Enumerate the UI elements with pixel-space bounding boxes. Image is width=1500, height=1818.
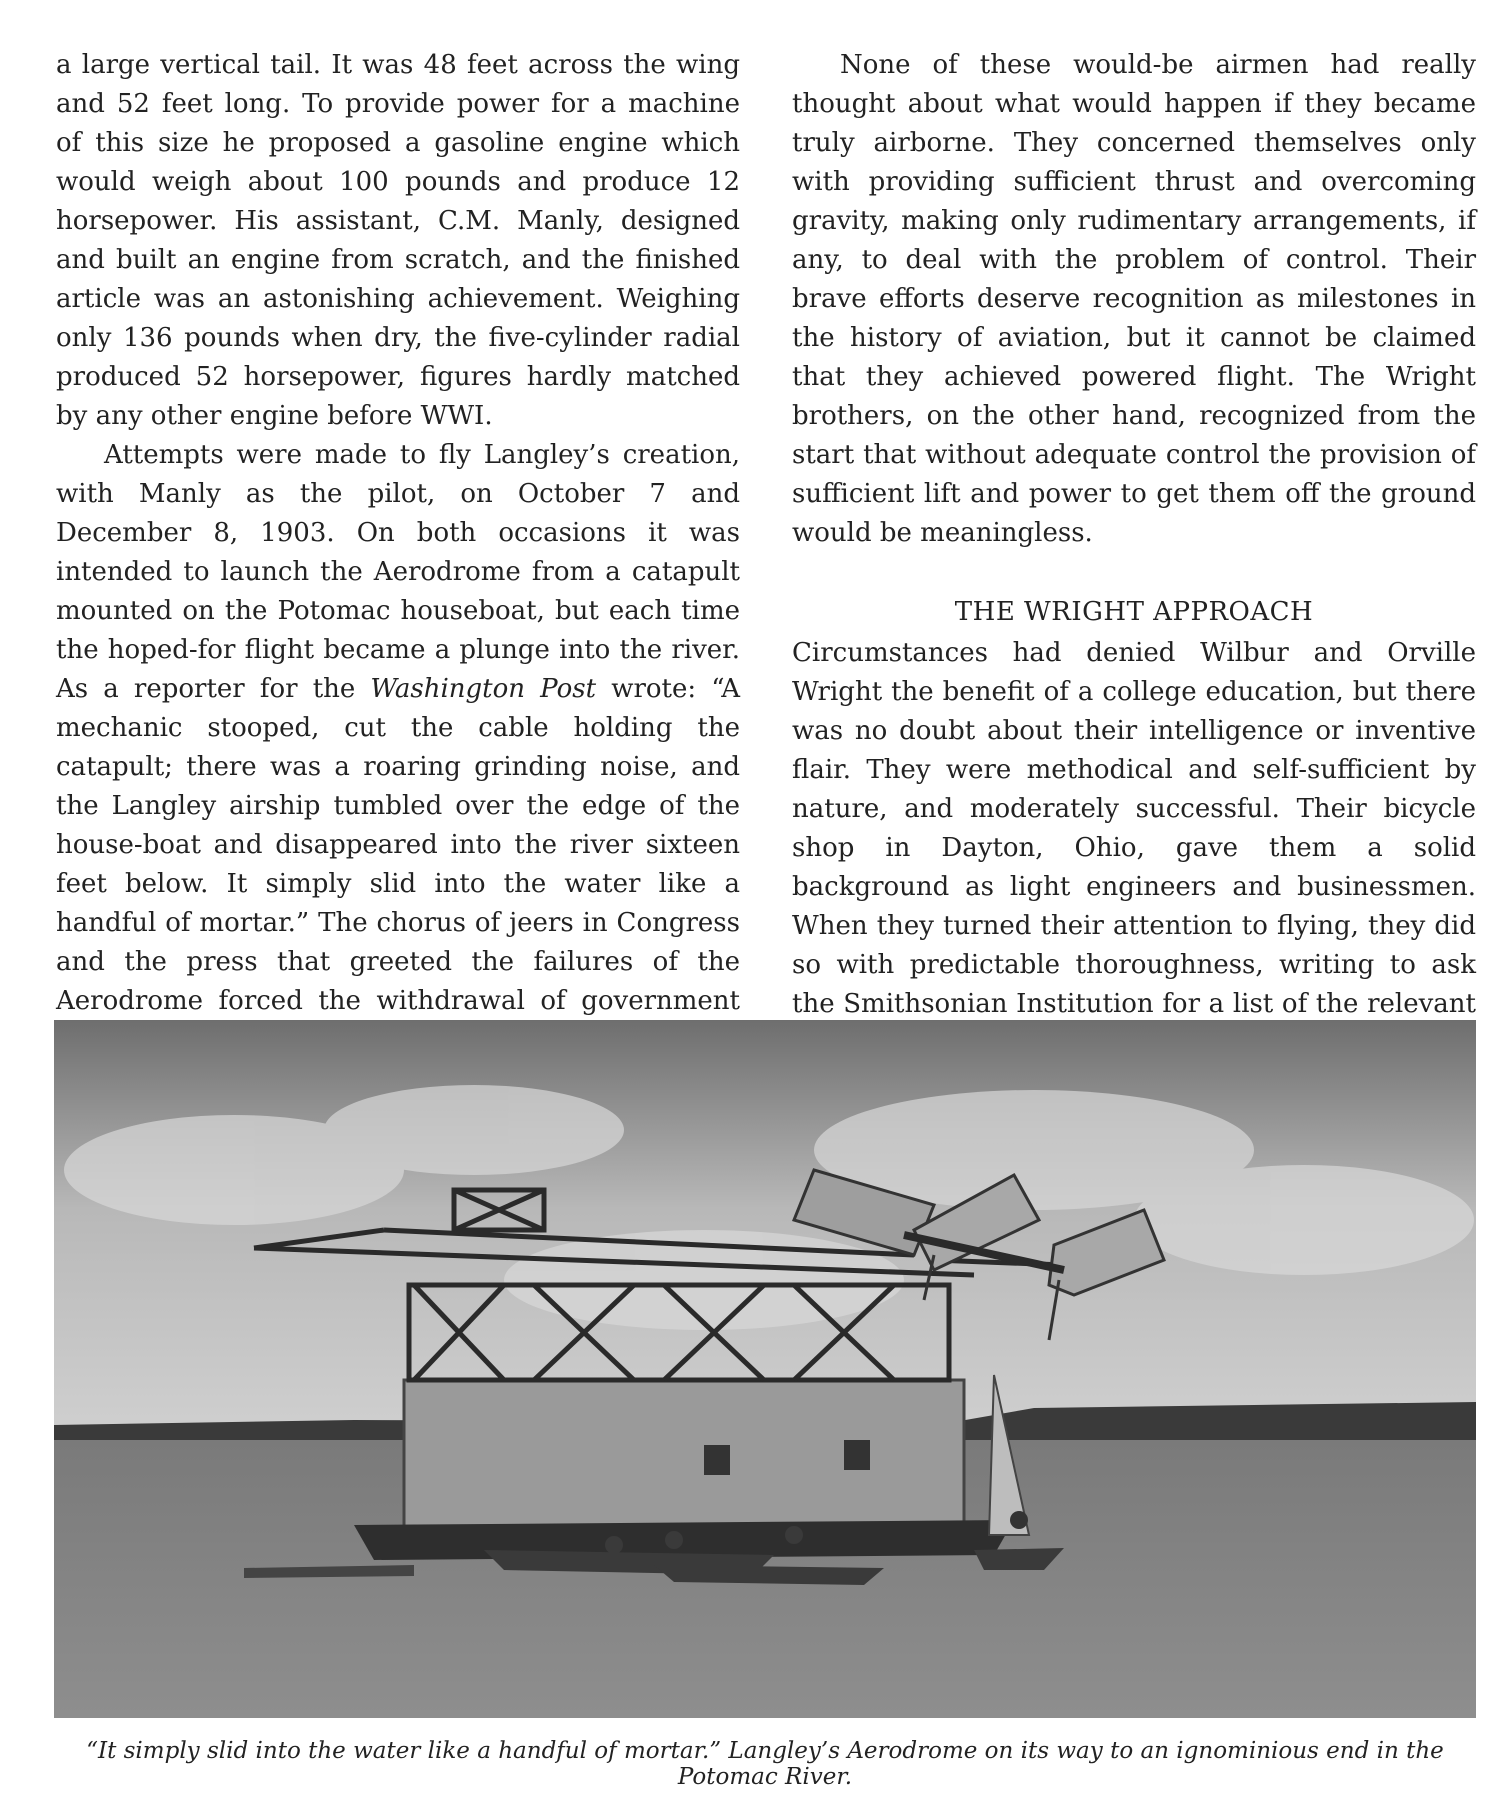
aerodrome-photo: [54, 1020, 1476, 1718]
right-paragraph-1: None of these would-be airmen had really thought about what would happen if they became truly airborne. They concerned themselves only with providing sufficient thrust and overcoming gravity, making only rudimentary arrangements, if any, to deal with the problem of control. Their brave efforts deserve recognition as milestones in the history of aviation, but it cannot be claimed that they achieved powered flight. The Wright brothers, on the other hand, recognized from the start that without adequate control the provision of sufficient lift and power to get them off the ground would be meaningless.: [792, 50, 1476, 548]
section-heading: THE WRIGHT APPROACH: [954, 597, 1314, 627]
newspaper-title: Washington Post: [370, 674, 597, 704]
figure-caption: “It simply slid into the water like a handful of mortar.” Langley’s Aerodrome on its way to an ignominious end in the Potomac River.: [86, 1738, 1444, 1790]
left-paragraph-2: [56, 436, 740, 1099]
left-paragraph-1: a large vertical tail. It was 48 feet across the wing and 52 feet long. To provide power for a machine of this size he proposed a gasoline engine which would weigh about 100 pounds and produce 12 horsepower. His assistant, C.M. Manly, designed and built an engine from scratch, and the finished article was an astonishing achievement. Weighing only 136 pounds when dry, the five-cylinder radial produced 52 horsepower, figures hardly matched by any other engine before WWI.: [56, 50, 740, 431]
left-paragraph-2-start: Attempts were made to fly Langley’s creation, with Manly as the pilot, on October 7 and December 8, 1903. On both occasions it was intended to launch the Aerodrome from a catapult mounted on the Potomac houseboat, but each time the hoped-for flight became a plunge into the river. As a reporter for the: [56, 440, 740, 704]
left-column: [56, 46, 740, 1099]
right-column: [792, 46, 1476, 1180]
right-paragraph-2: Circumstances had denied Wilbur and Orville Wright the benefit of a college education, but there was no doubt about their intelligence or inventive flair. They were methodical and self-sufficient by nature, and moderately successful. Their bicycle shop in Dayton, Ohio, gave them a solid background as light engineers and businessmen. When they turned their attention to flying, they did so with predictable thoroughness, writing to ask the Smithsonian Institution for a list of the relevant: [792, 638, 1476, 1019]
aerodrome-illustration: [54, 1020, 1476, 1718]
left-paragraph-2-end: wrote: “A mechanic stooped, cut the cable holding the catapult; there was a roaring grinding noise, and the Langley airship tumbled over the edge of the house-boat and disappeared into the river sixteen feet below. It simply slid into the water like a handful of mortar.” The chorus of jeers in Congress and the press that greeted the failures of the Aerodrome forced the withdrawal of government: [56, 674, 740, 1016]
